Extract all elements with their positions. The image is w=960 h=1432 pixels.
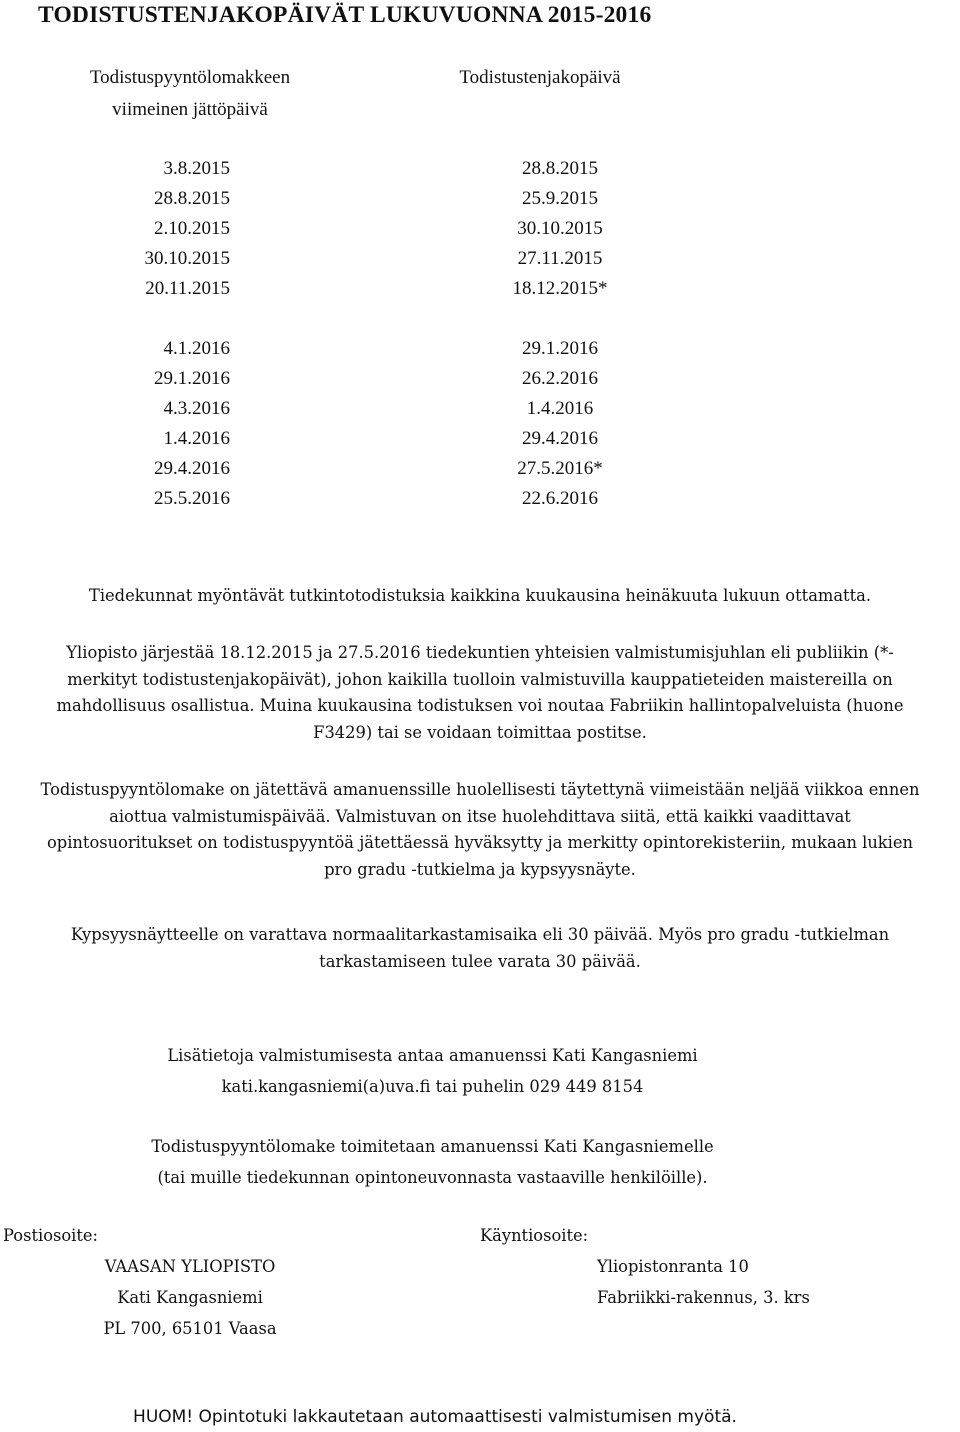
postal-address-label: Postiosoite:: [3, 1226, 99, 1245]
deadline-header-line1: Todistuspyyntölomakkeen: [89, 67, 291, 88]
paragraph-line: Yliopisto järjestää 18.12.2015 ja 27.5.2016 tiedekuntien yhteisien valmistumisjuhlan eli publiikin (*-: [66, 643, 894, 662]
ceremony-date: 29.1.2016: [522, 338, 598, 359]
deadline-column-header: [40, 62, 340, 126]
paragraph-line: aiottua valmistumispäivää. Valmistuvan on itse huolehdittava siitä, että kaikki vaadittavat: [109, 806, 851, 826]
ceremony-date: 27.11.2015: [517, 248, 603, 269]
submission-paragraph: [0, 1131, 865, 1193]
postal-address-line: VAASAN YLIOPISTO: [104, 1257, 276, 1276]
deadline-date: 1.4.2016: [163, 428, 230, 449]
contact-details: kati.kangasniemi(a)uva.fi tai puhelin 029 449 8154: [221, 1077, 644, 1096]
deadline-date: 3.8.2015: [163, 158, 230, 179]
deadline-date: 4.3.2016: [163, 398, 230, 419]
visiting-address-block: [597, 1251, 810, 1313]
deadline-header-line2: viimeinen jättöpäivä: [112, 99, 268, 120]
paragraph-line: Todistuspyyntölomake toimitetaan amanuenssi Kati Kangasniemelle: [151, 1137, 714, 1156]
visiting-address-line: Yliopistonranta 10: [597, 1257, 749, 1276]
deadline-date: 30.10.2015: [144, 248, 230, 269]
ceremony-date: 25.9.2015: [522, 188, 598, 209]
ceremony-date: 27.5.2016*: [517, 458, 603, 479]
ceremony-date: 29.4.2016: [522, 428, 598, 449]
ceremony-date: 30.10.2015: [517, 218, 603, 239]
paragraph-line: (tai muille tiedekunnan opintoneuvonnasta vastaaville henkilöille).: [157, 1168, 708, 1187]
paragraph-line: opintosuoritukset on todistuspyyntöä jätettäessä hyväksytty ja merkitty opintorekisteriin, mukaan lukien: [46, 833, 913, 852]
contact-paragraph: [0, 1040, 865, 1102]
deadline-date: 29.4.2016: [154, 458, 230, 479]
deadline-date: 20.11.2015: [145, 278, 230, 299]
deadline-date: 25.5.2016: [154, 488, 230, 509]
postal-address-line: PL 700, 65101 Vaasa: [103, 1319, 277, 1338]
postal-address-line: Kati Kangasniemi: [117, 1288, 263, 1307]
deadline-dates-list: [90, 154, 230, 514]
ceremony-dates-list: [490, 154, 630, 514]
paragraph-line: tarkastamiseen tulee varata 30 päivää.: [319, 951, 641, 971]
review-time-paragraph: [20, 922, 940, 975]
ceremony-date: 28.8.2015: [522, 158, 598, 179]
request-form-paragraph: [5, 777, 955, 883]
ceremony-date: 1.4.2016: [526, 398, 594, 419]
ceremony-info-paragraph: [20, 640, 940, 746]
ceremony-column-header: Todistustenjakopäivä: [459, 67, 621, 88]
paragraph-line: Kypsyysnäytteelle on varattava normaalitarkastamisaika eli 30 päivää. Myös pro gradu -tutkielman: [70, 925, 890, 944]
postal-address-block: [60, 1251, 320, 1344]
ceremony-date: 26.2.2016: [522, 368, 598, 389]
paragraph-line: mahdollisuus osallistua. Muina kuukausina todistuksen voi noutaa Fabriikin hallintopalveluista (huone: [56, 696, 904, 715]
faculty-note-paragraph: Tiedekunnat myöntävät tutkintotodistuksia kaikkina kuukausina heinäkuuta lukuun ottamatta.: [88, 586, 872, 605]
ceremony-date: 18.12.2015*: [512, 278, 608, 299]
deadline-date: 2.10.2015: [154, 218, 230, 239]
ceremony-date: 22.6.2016: [522, 488, 598, 509]
paragraph-line: pro gradu -tutkielma ja kypsyysnäyte.: [324, 859, 636, 879]
paragraph-line: Todistuspyyntölomake on jätettävä amanuenssille huolellisesti täytettynä viimeistään neljää viikkoa ennen: [40, 780, 920, 799]
paragraph-line: F3429) tai se voidaan toimittaa postitse.: [313, 722, 647, 742]
visiting-address-line: Fabriikki-rakennus, 3. krs: [597, 1288, 810, 1307]
page-title: TODISTUSTENJAKOPÄIVÄT LUKUVUONNA 2015-2016: [38, 2, 652, 28]
deadline-date: 4.1.2016: [163, 338, 230, 359]
paragraph-line: Lisätietoja valmistumisesta antaa amanuenssi Kati Kangasniemi: [167, 1046, 698, 1065]
deadline-date: 29.1.2016: [154, 368, 230, 389]
paragraph-line: merkityt todistustenjakopäivät), johon kaikilla tuolloin valmistuvilla kauppatieteiden maistereilla on: [67, 669, 893, 689]
visiting-address-label: Käyntiosoite:: [480, 1226, 589, 1245]
footer-note: HUOM! Opintotuki lakkautetaan automaattisesti valmistumisen myötä.: [133, 1407, 737, 1427]
deadline-date: 28.8.2015: [154, 188, 230, 209]
